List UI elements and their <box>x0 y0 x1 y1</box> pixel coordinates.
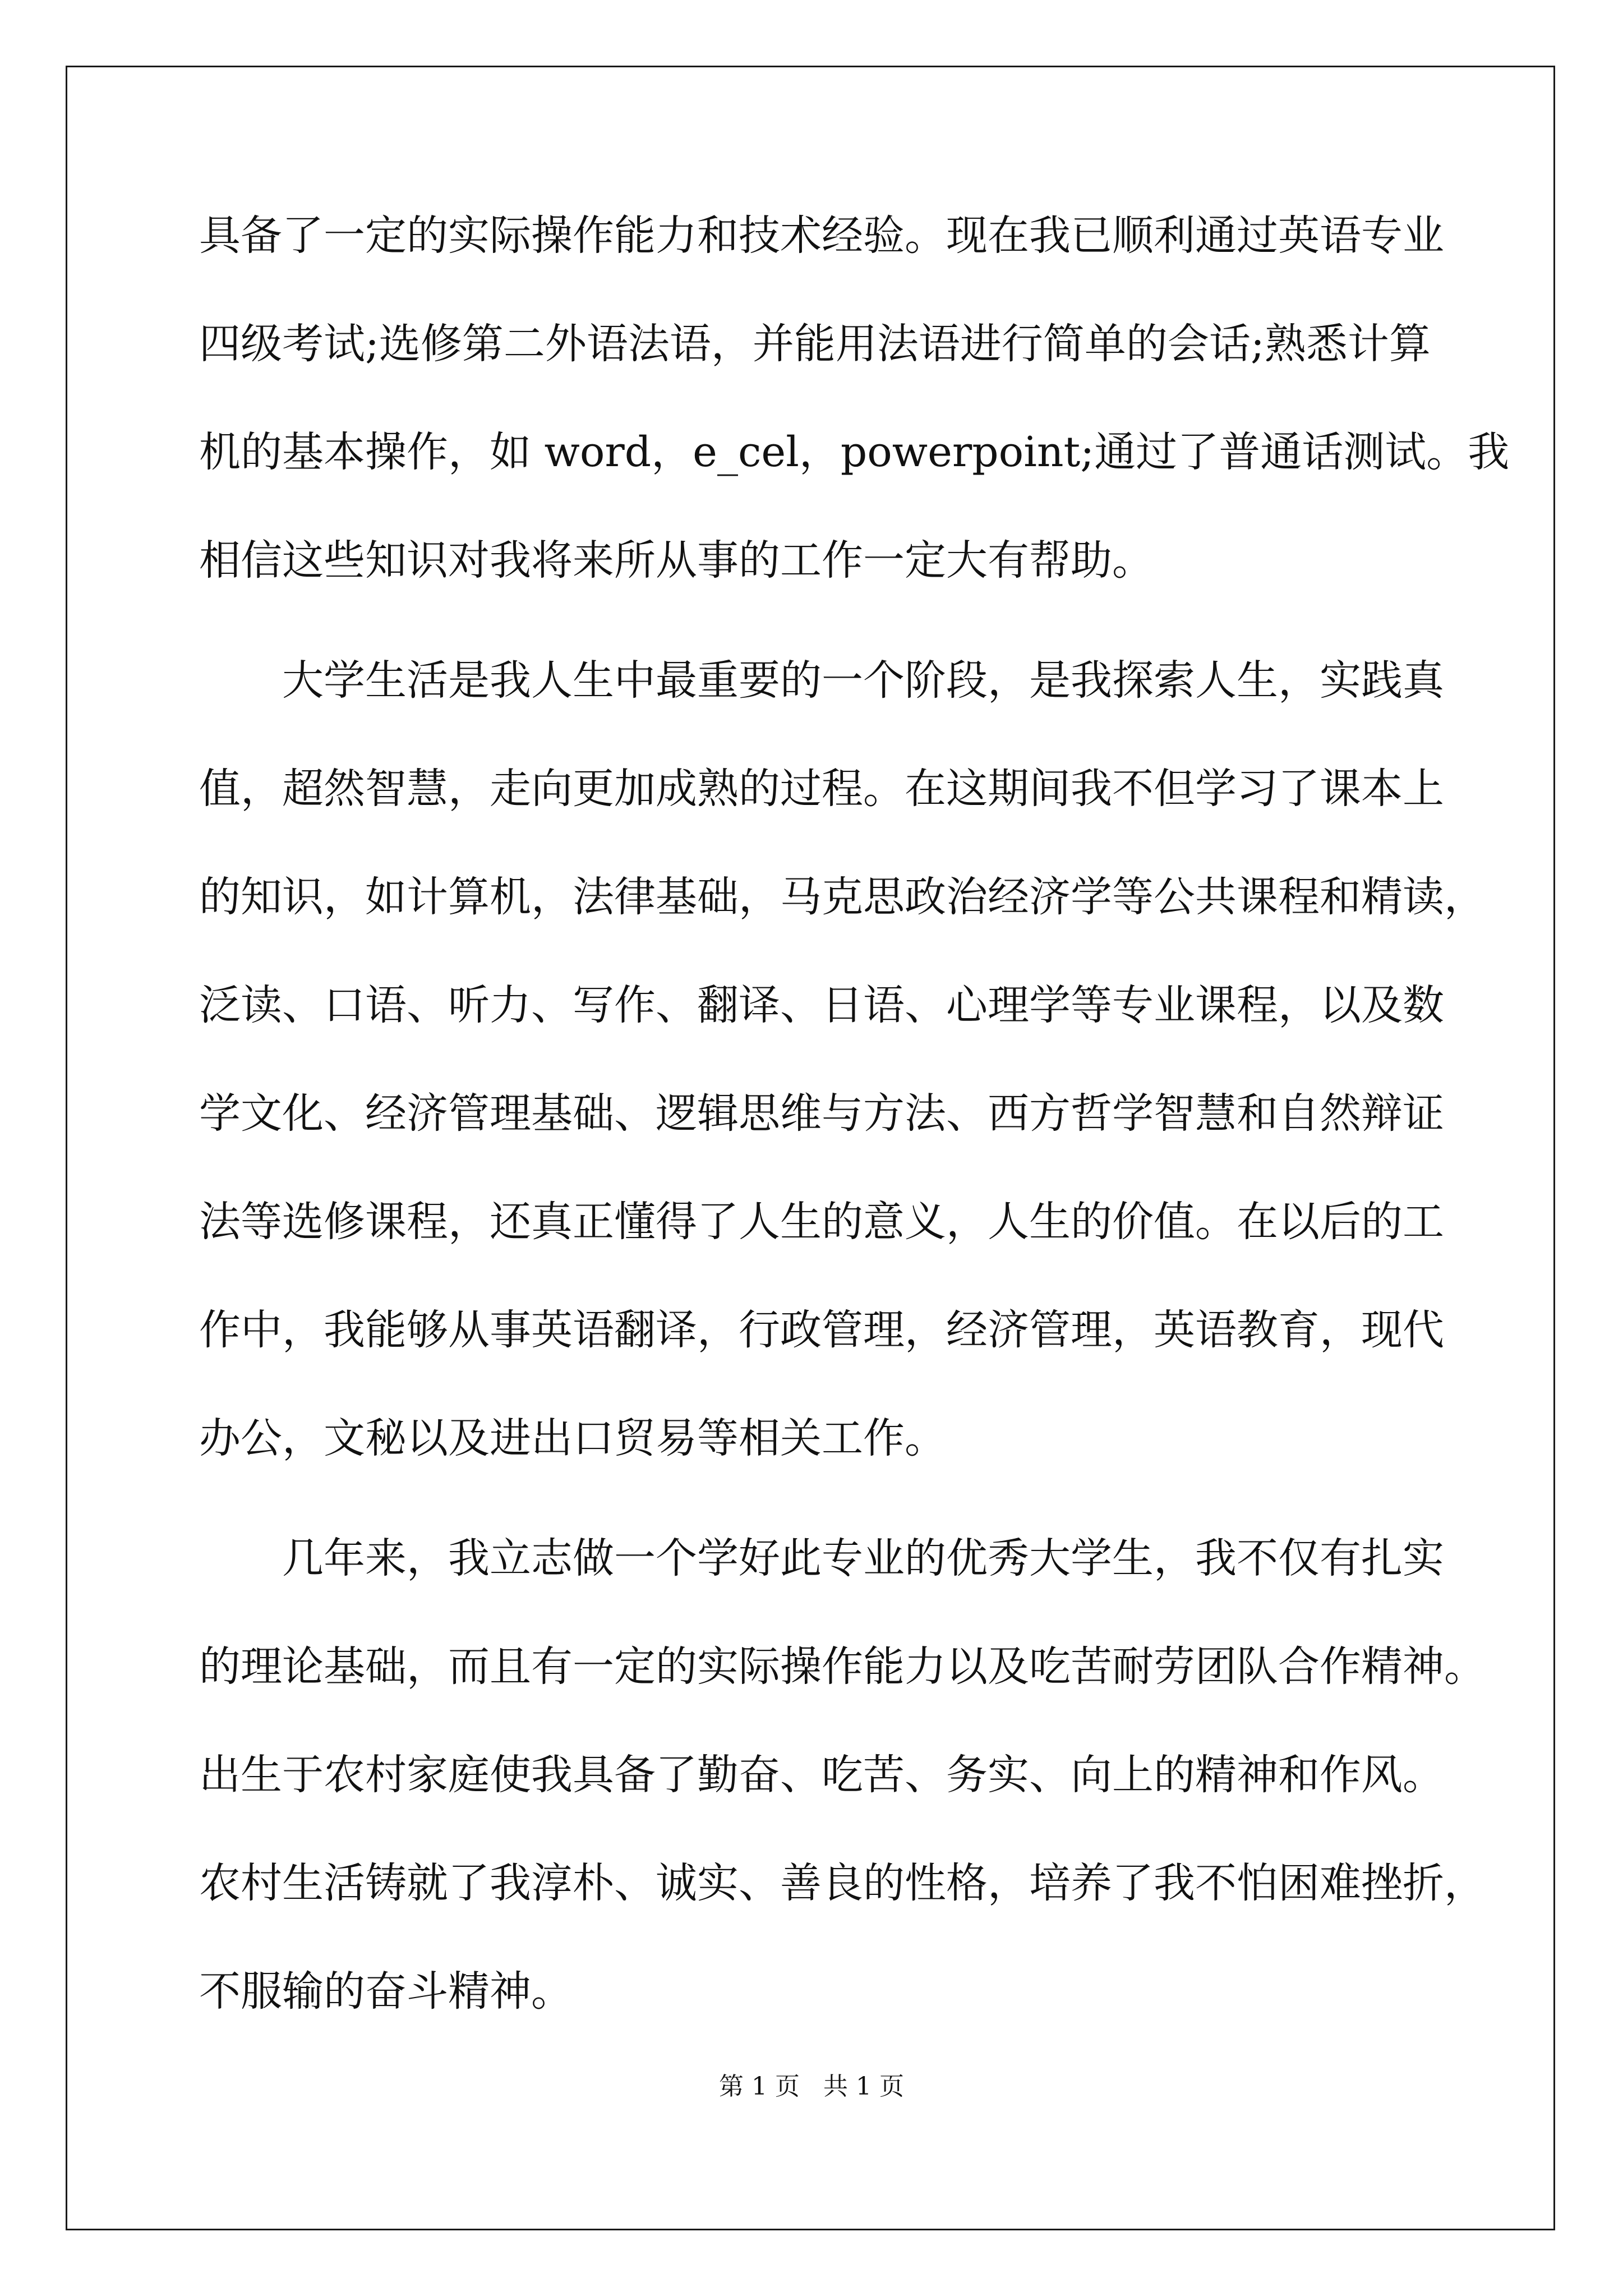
body-text-line: 的知识，如计算机，法律基础，马克思政治经济学等公共课程和精读， <box>199 873 1486 921</box>
body-text-line: 四级考试;选修第二外语法语，并能用法语进行简单的会话;熟悉计算 <box>199 320 1431 368</box>
body-text-line: 办公，文秘以及进出口贸易等相关工作。 <box>199 1414 946 1462</box>
body-text-line: 值，超然智慧，走向更加成熟的过程。在这期间我不但学习了课本上 <box>199 765 1444 813</box>
body-text-line: 机的基本操作，如 word，e_cel，powerpoint;通过了普通话测试。我 <box>199 428 1510 476</box>
body-text-line: 不服输的奋斗精神。 <box>199 1967 573 2016</box>
page-number-footer: 第 1 页 共 1 页 <box>719 2072 904 2101</box>
body-text-line: 泛读、口语、听力、写作、翻译、日语、心理学等专业课程，以及数 <box>199 981 1444 1029</box>
body-text-line: 农村生活铸就了我淳朴、诚实、善良的性格，培养了我不怕困难挫折， <box>199 1859 1486 1907</box>
paragraph-first-line: 大学生活是我人生中最重要的一个阶段，是我探索人生，实践真 <box>282 656 1444 705</box>
paragraph-first-line: 几年来，我立志做一个学好此专业的优秀大学生，我不仅有扎实 <box>282 1534 1444 1582</box>
body-text-line: 出生于农村家庭使我具备了勤奋、吃苦、务实、向上的精神和作风。 <box>199 1751 1444 1799</box>
body-text-line: 作中，我能够从事英语翻译，行政管理，经济管理，英语教育，现代 <box>199 1306 1444 1354</box>
body-text-line: 具备了一定的实际操作能力和技术经验。现在我已顺利通过英语专业 <box>199 211 1444 260</box>
body-text-line: 学文化、经济管理基础、逻辑思维与方法、西方哲学智慧和自然辩证 <box>199 1089 1444 1138</box>
body-text-line: 相信这些知识对我将来所从事的工作一定大有帮助。 <box>199 536 1154 585</box>
body-text-line: 法等选修课程，还真正懂得了人生的意义，人生的价值。在以后的工 <box>199 1198 1444 1246</box>
body-text-line: 的理论基础，而且有一定的实际操作能力以及吃苦耐劳团队合作精神。 <box>199 1642 1486 1691</box>
